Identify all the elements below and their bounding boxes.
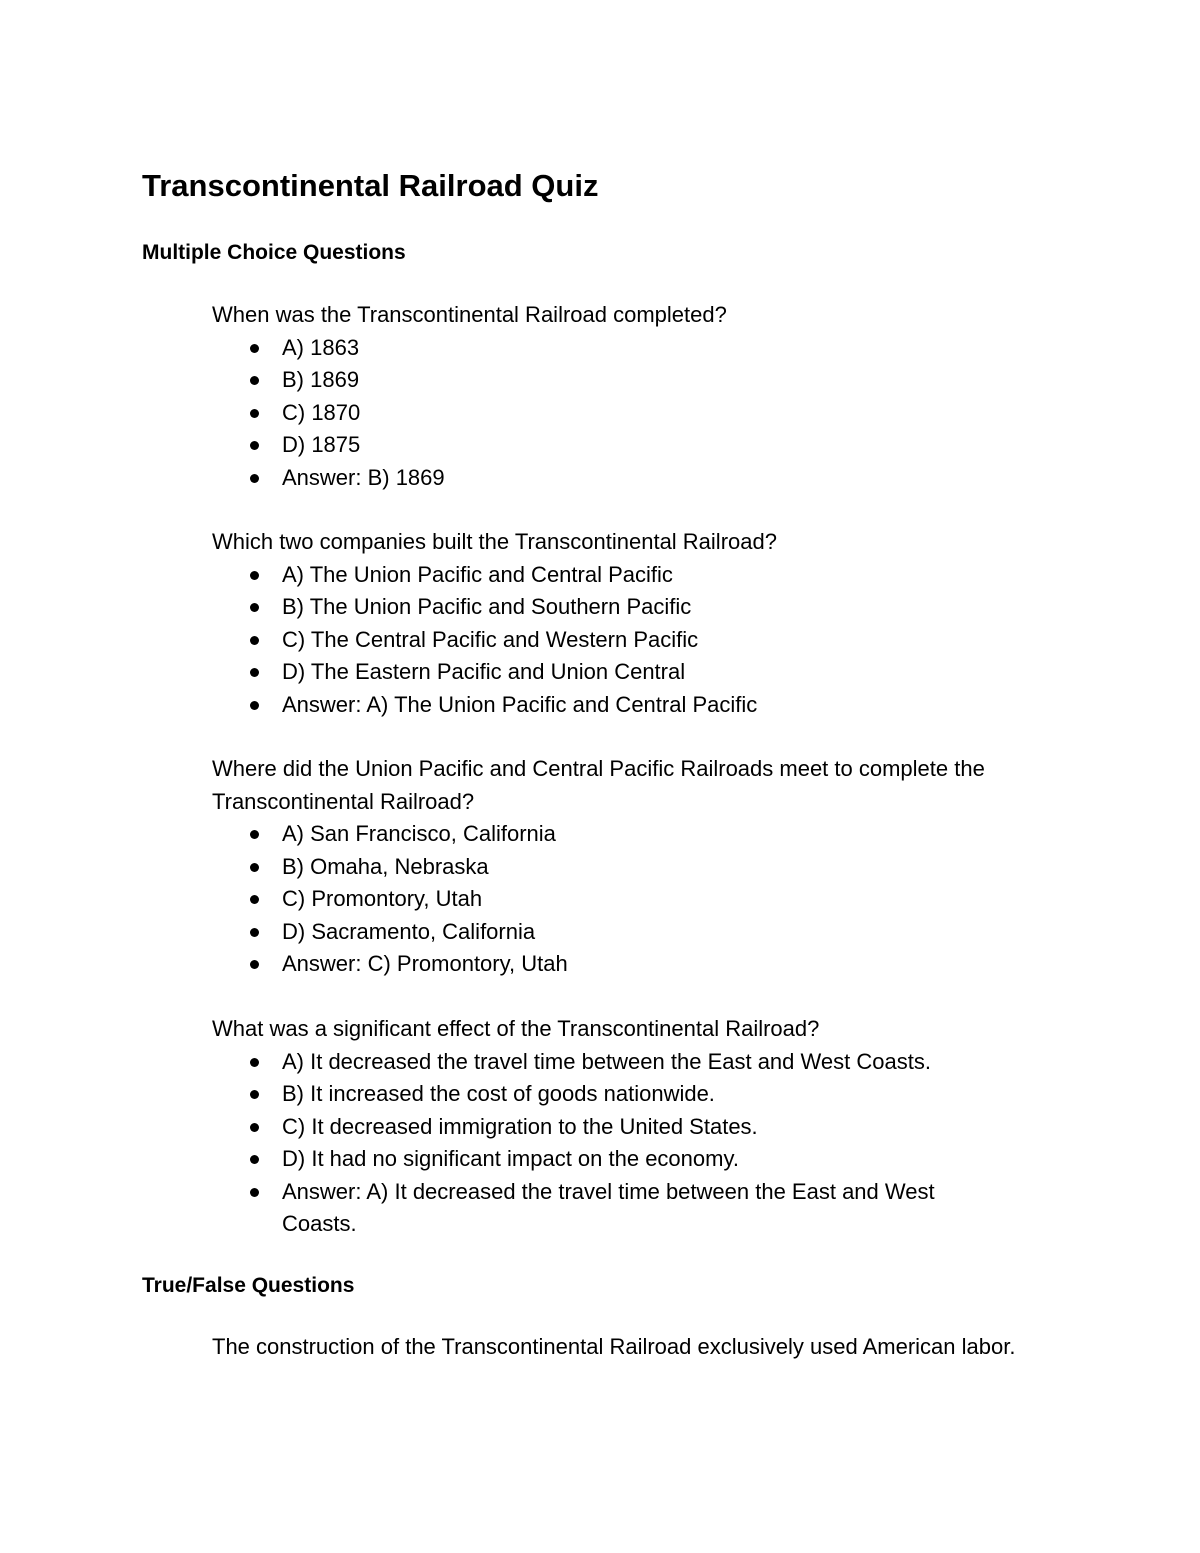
option-item bbox=[212, 1111, 1052, 1144]
bullet-icon bbox=[250, 409, 259, 418]
option-label: C) It decreased immigration to the United States. bbox=[282, 1113, 758, 1139]
option-item bbox=[212, 656, 1052, 689]
bullet-icon bbox=[250, 571, 259, 580]
question-text: Where did the Union Pacific and Central Pacific Railroads meet to complete the Transcontinental Railroad? bbox=[212, 756, 985, 814]
bullet-icon bbox=[250, 636, 259, 645]
option-item bbox=[212, 1078, 1052, 1111]
answer-label: Answer: A) It decreased the travel time between the East and West Coasts. bbox=[282, 1178, 935, 1236]
question-text: When was the Transcontinental Railroad completed? bbox=[212, 302, 727, 327]
option-item bbox=[212, 591, 1052, 624]
bullet-icon bbox=[250, 960, 259, 969]
answer-item bbox=[212, 462, 1052, 495]
option-label: A) The Union Pacific and Central Pacific bbox=[282, 561, 673, 587]
option-label: A) It decreased the travel time between the East and West Coasts. bbox=[282, 1048, 931, 1074]
option-label: D) The Eastern Pacific and Union Central bbox=[282, 659, 686, 684]
option-label: D) 1875 bbox=[282, 432, 361, 457]
option-item bbox=[212, 624, 1052, 657]
option-label: B) The Union Pacific and Southern Pacific bbox=[282, 594, 692, 619]
bullet-icon bbox=[250, 441, 259, 450]
option-label: C) The Central Pacific and Western Pacific bbox=[282, 626, 699, 652]
option-item bbox=[212, 1143, 1052, 1176]
section-heading-multiple-choice: Multiple Choice Questions bbox=[142, 241, 406, 264]
option-item bbox=[212, 851, 1052, 884]
answer-item bbox=[212, 689, 1052, 722]
bullet-icon bbox=[250, 344, 259, 353]
option-list bbox=[212, 818, 1052, 981]
option-label: C) Promontory, Utah bbox=[282, 886, 483, 911]
true-false-question-1: The construction of the Transcontinental Railroad exclusively used American labor. bbox=[212, 1334, 1016, 1359]
option-item bbox=[212, 332, 1052, 365]
option-label: C) 1870 bbox=[282, 399, 361, 425]
option-item bbox=[212, 916, 1052, 949]
section-heading-true-false: True/False Questions bbox=[142, 1274, 355, 1297]
option-label: B) Omaha, Nebraska bbox=[282, 853, 489, 879]
question-text: Which two companies built the Transcontinental Railroad? bbox=[212, 529, 777, 554]
option-label: D) It had no significant impact on the economy. bbox=[282, 1146, 739, 1171]
option-label: D) Sacramento, California bbox=[282, 918, 536, 944]
option-label: B) 1869 bbox=[282, 367, 360, 392]
bullet-icon bbox=[250, 863, 259, 872]
bullet-icon bbox=[250, 376, 259, 385]
option-item bbox=[212, 818, 1052, 851]
bullet-icon bbox=[250, 895, 259, 904]
question-4 bbox=[212, 1013, 1052, 1241]
answer-label: Answer: C) Promontory, Utah bbox=[282, 951, 568, 976]
option-label: A) San Francisco, California bbox=[282, 821, 556, 846]
page-title: Transcontinental Railroad Quiz bbox=[142, 168, 599, 203]
bullet-icon bbox=[250, 1123, 259, 1132]
bullet-icon bbox=[250, 1188, 259, 1197]
question-2 bbox=[212, 526, 1052, 721]
option-item bbox=[212, 559, 1052, 592]
option-label: A) 1863 bbox=[282, 334, 360, 360]
option-item bbox=[212, 397, 1052, 430]
option-label: B) It increased the cost of goods nationwide. bbox=[282, 1081, 715, 1106]
bullet-icon bbox=[250, 668, 259, 677]
option-item bbox=[212, 883, 1052, 916]
bullet-icon bbox=[250, 1058, 259, 1067]
option-list bbox=[212, 332, 1052, 495]
answer-item bbox=[212, 1176, 1052, 1241]
answer-item bbox=[212, 948, 1052, 981]
option-list bbox=[212, 1046, 1052, 1241]
answer-label: Answer: B) 1869 bbox=[282, 464, 445, 490]
bullet-icon bbox=[250, 1090, 259, 1099]
option-list bbox=[212, 559, 1052, 722]
question-1 bbox=[212, 299, 1052, 494]
bullet-icon bbox=[250, 603, 259, 612]
question-3 bbox=[212, 753, 1052, 981]
option-item bbox=[212, 429, 1052, 462]
bullet-icon bbox=[250, 701, 259, 710]
bullet-icon bbox=[250, 474, 259, 483]
bullet-icon bbox=[250, 830, 259, 839]
option-item bbox=[212, 1046, 1052, 1079]
bullet-icon bbox=[250, 928, 259, 937]
bullet-icon bbox=[250, 1155, 259, 1164]
option-item bbox=[212, 364, 1052, 397]
question-text: What was a significant effect of the Transcontinental Railroad? bbox=[212, 1016, 820, 1041]
answer-label: Answer: A) The Union Pacific and Central Pacific bbox=[282, 691, 758, 717]
